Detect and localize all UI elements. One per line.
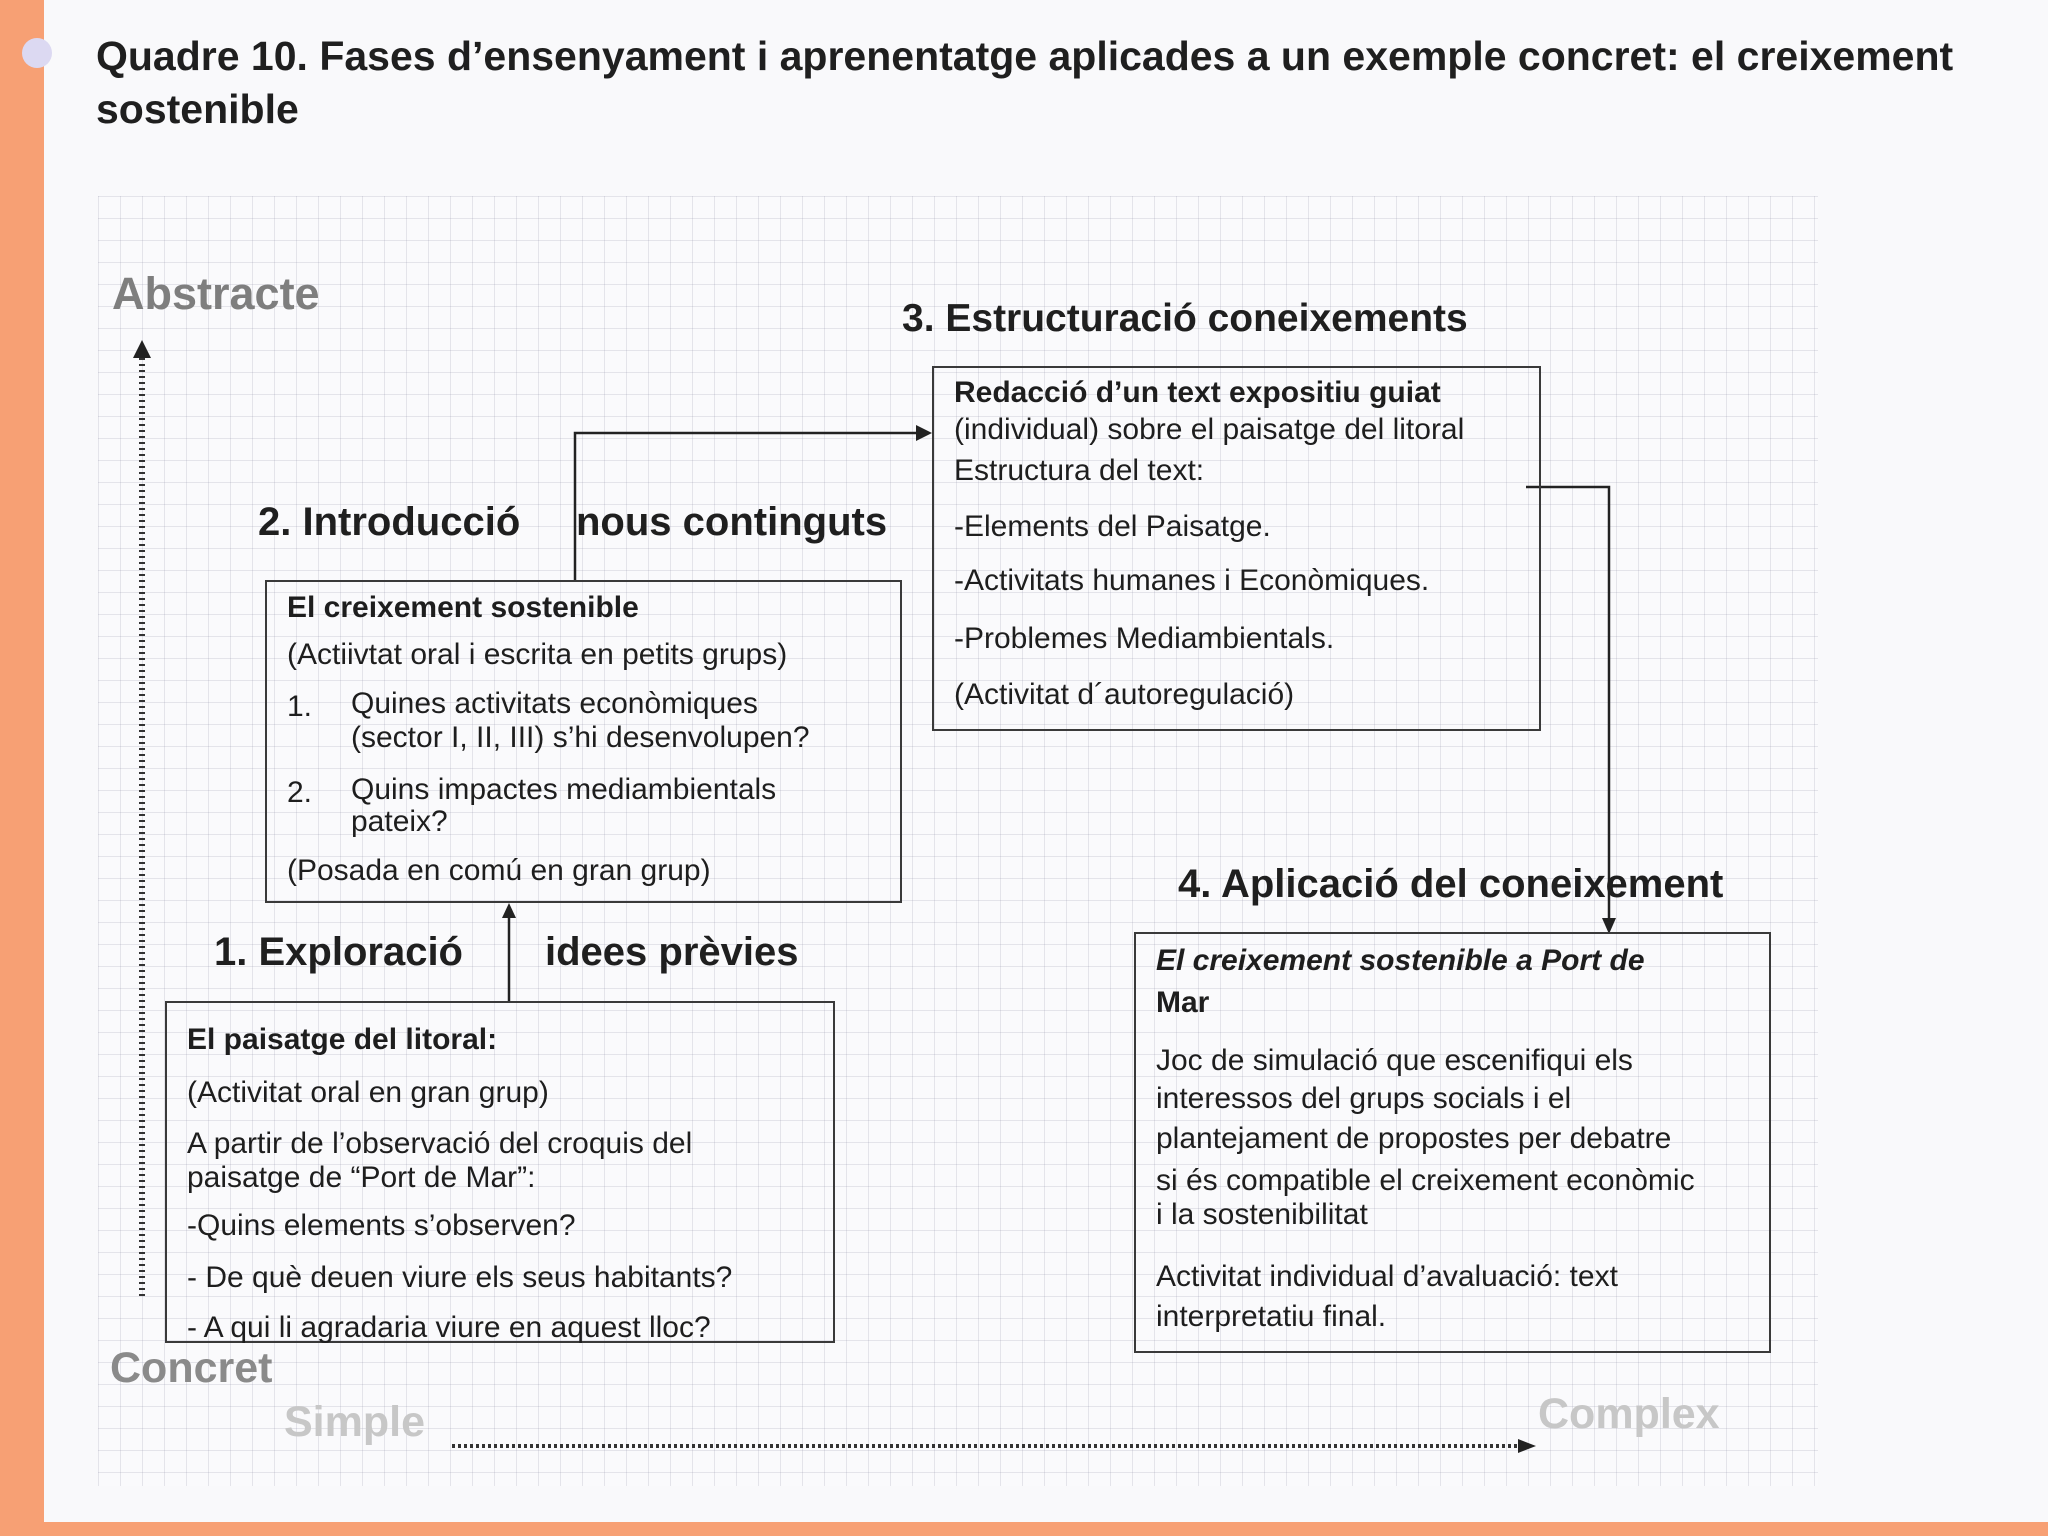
phase1-line: -Quins elements s’observen?: [187, 1209, 576, 1242]
phase1-box-title: El paisatge del litoral:: [187, 1023, 498, 1056]
phase3-line: -Problemes Mediambientals.: [954, 622, 1335, 655]
phase2-question1-line1: Quines activitats econòmiques: [351, 687, 758, 720]
phase4-line: Activitat individual d’avaluació: text: [1156, 1260, 1618, 1293]
phase4-box: [1134, 932, 1771, 1353]
phase2-heading-part1: 2. Introducció: [258, 500, 521, 544]
phase3-box: [932, 366, 1541, 731]
phase1-heading-part1: 1. Exploració: [214, 930, 463, 974]
axis-label-complex: Complex: [1538, 1390, 1720, 1438]
phase1-line: A partir de l’observació del croquis del: [187, 1127, 693, 1160]
phase3-line: Estructura del text:: [954, 454, 1205, 487]
phase2-footer: (Posada en comú en gran grup): [287, 854, 711, 887]
phase1-line: - A qui li agradaria viure en aquest lloc?: [187, 1311, 711, 1344]
phase4-line: plantejament de propostes per debatre: [1156, 1122, 1672, 1155]
phase4-line: Joc de simulació que escenifiqui els: [1156, 1044, 1633, 1077]
phase3-line: (individual) sobre el paisatge del litoral: [954, 413, 1465, 446]
phase1-line: paisatge de “Port de Mar”:: [187, 1161, 536, 1194]
phase2-heading-part2: nous continguts: [576, 500, 888, 544]
phase4-box-title-line1: El creixement sostenible a Port de: [1156, 944, 1645, 977]
phase2-question1-line2: (sector I, II, III) s’hi desenvolupen?: [351, 721, 810, 754]
phase4-line: i la sostenibilitat: [1156, 1198, 1368, 1231]
phase2-box-title: El creixement sostenible: [287, 591, 639, 624]
phase1-line: - De què deuen viure els seus habitants?: [187, 1261, 733, 1294]
vertical-axis-arrowhead: [133, 340, 151, 358]
figure-title: Quadre 10. Fases d’ensenyament i aprenentatge aplicades a un exemple concret: el creixement sostenible: [96, 33, 1954, 132]
phase3-line: (Activitat d´autoregulació): [954, 678, 1295, 711]
phase3-box-title: Redacció d’un text expositiu guiat: [954, 376, 1441, 409]
phase4-line: interpretatiu final.: [1156, 1300, 1387, 1333]
phase4-line: si és compatible el creixement econòmic: [1156, 1164, 1695, 1197]
phase4-heading: 4. Aplicació del coneixement: [1178, 862, 1724, 906]
phase1-heading-part2: idees prèvies: [545, 930, 799, 974]
axis-label-concret: Concret: [110, 1344, 273, 1392]
axis-label-simple: Simple: [284, 1398, 425, 1446]
phase2-subtitle: (Actiivtat oral i escrita en petits grups): [287, 638, 788, 671]
phase3-line: -Elements del Paisatge.: [954, 510, 1271, 543]
phase1-box: [165, 1001, 835, 1343]
phase2-question2-line1: Quins impactes mediambientals: [351, 773, 777, 806]
phase3-heading: 3. Estructuració coneixements: [902, 297, 1468, 340]
phase3-line: -Activitats humanes i Econòmiques.: [954, 564, 1430, 597]
phase2-question1-number: 1.: [287, 690, 313, 723]
phase4-line: interessos del grups socials i el: [1156, 1082, 1572, 1115]
phase2-question2-number: 2.: [287, 776, 313, 809]
horizontal-axis-arrowhead: [1518, 1439, 1536, 1453]
phase1-line: (Activitat oral en gran grup): [187, 1076, 549, 1109]
phase4-box-title-line2: Mar: [1156, 986, 1210, 1019]
phase2-box: [265, 580, 902, 903]
axis-label-abstracte: Abstracte: [112, 268, 320, 319]
phase2-question2-line2: pateix?: [351, 805, 448, 838]
